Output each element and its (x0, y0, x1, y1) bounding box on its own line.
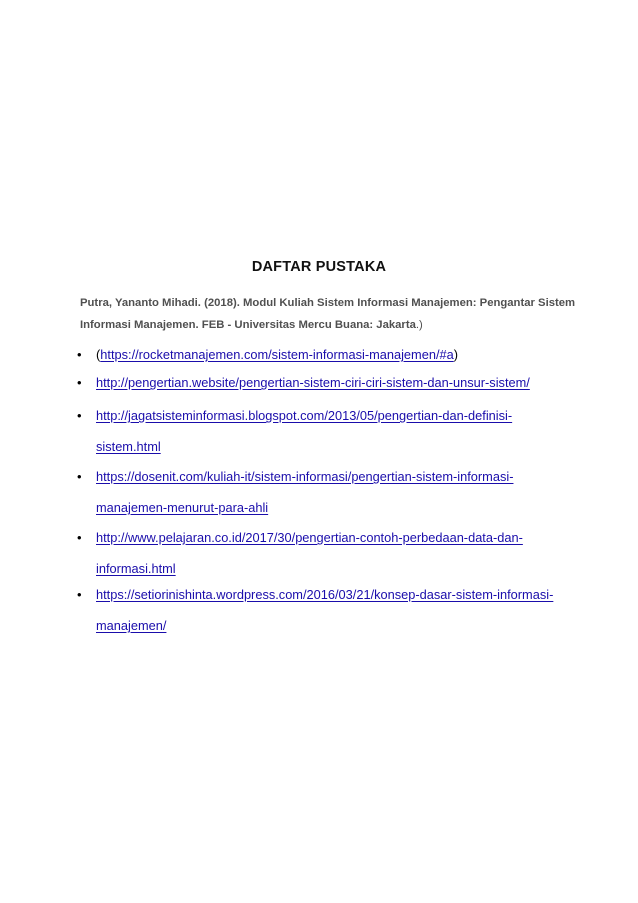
reference-line (96, 405, 576, 427)
reference-item-5 (96, 527, 576, 580)
reference-line-continued (96, 558, 576, 580)
reference-item-1 (96, 344, 576, 366)
reference-line (96, 584, 576, 606)
reference-line-continued (96, 497, 576, 519)
reference-item-2 (96, 372, 576, 394)
reference-item-4 (96, 466, 576, 519)
reference-link-2[interactable]: http://pengertian.website/pengertian-sistem-ciri-ciri-sistem-dan-unsur-sistem/ (96, 375, 530, 390)
bullet-icon: • (77, 347, 82, 362)
bullet-icon: • (77, 408, 82, 423)
citation-line-1: Putra, Yananto Mihadi. (2018). Modul Kuliah Sistem Informasi Manajemen: Pengantar Sistem (80, 297, 576, 309)
reference-link-6-continued[interactable]: manajemen/ (96, 618, 167, 633)
reference-line (96, 344, 576, 366)
reference-link-1[interactable]: https://rocketmanajemen.com/sistem-informasi-manajemen/#a (100, 347, 454, 362)
citation-line-2-tail: .) (415, 319, 423, 331)
reference-suffix: ) (453, 347, 459, 362)
reference-line (96, 527, 576, 549)
reference-prefix: ( (96, 347, 101, 362)
bullet-icon: • (77, 530, 82, 545)
bullet-icon: • (77, 587, 82, 602)
reference-link-4-continued[interactable]: manajemen-menurut-para-ahli (96, 500, 269, 515)
reference-link-5-continued[interactable]: informasi.html (96, 561, 176, 576)
reference-item-6 (96, 584, 576, 637)
reference-line-continued (96, 436, 576, 458)
citation-line-2-bold: Informasi Manajemen. FEB - Universitas Mercu Buana: Jakarta (80, 319, 416, 331)
bullet-icon: • (77, 469, 82, 484)
reference-link-6[interactable]: https://setiorinishinta.wordpress.com/2016/03/21/konsep-dasar-sistem-informasi- (96, 587, 554, 602)
reference-line (96, 466, 576, 488)
reference-link-3-continued[interactable]: sistem.html (96, 439, 161, 454)
bullet-icon: • (77, 375, 82, 390)
reference-link-4[interactable]: https://dosenit.com/kuliah-it/sistem-informasi/pengertian-sistem-informasi- (96, 469, 514, 484)
page-title: DAFTAR PUSTAKA (251, 259, 387, 275)
reference-line-continued (96, 615, 576, 637)
reference-link-3[interactable]: http://jagatsisteminformasi.blogspot.com/2013/05/pengertian-dan-definisi- (96, 408, 513, 423)
reference-link-5[interactable]: http://www.pelajaran.co.id/2017/30/pengertian-contoh-perbedaan-data-dan- (96, 530, 523, 545)
reference-item-3 (96, 405, 576, 458)
reference-line (96, 372, 576, 394)
